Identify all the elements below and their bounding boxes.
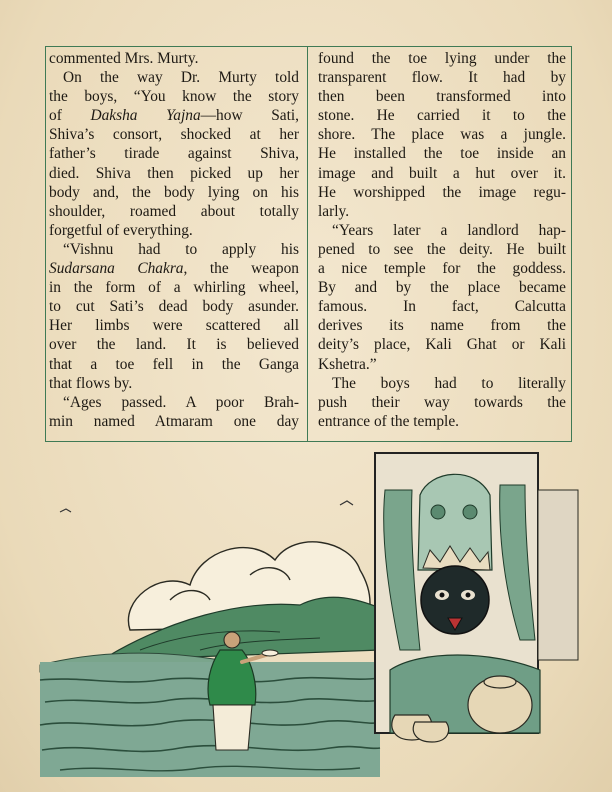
left-column xyxy=(49,49,299,431)
bird-icon xyxy=(60,509,71,512)
text-line: image and built a hut over it. xyxy=(318,164,566,182)
text-line: On the way Dr. Murty told xyxy=(63,69,299,87)
river-scene xyxy=(40,501,380,777)
text-line: that flows by. xyxy=(49,374,133,392)
text-line: By and by the place became xyxy=(318,279,566,297)
text-line: push their way towards the xyxy=(318,393,566,411)
illustration xyxy=(20,450,580,782)
text-line: pened to see the deity. He built xyxy=(318,240,566,258)
text-line: stone. He carried it to the xyxy=(318,107,566,125)
temple-scene xyxy=(375,453,578,742)
text-line: famous. In fact, Calcutta xyxy=(318,298,566,316)
text-line: father’s tirade against Shiva, xyxy=(49,145,299,163)
text-line: “Ages passed. A poor Brah- xyxy=(63,393,299,411)
text-line: over the land. It is believed xyxy=(49,336,299,354)
text-line: Shiva’s consort, shocked at her xyxy=(49,126,299,144)
text-line: of Daksha Yajna—how Sati, xyxy=(49,107,299,125)
text-line: found the toe lying under the xyxy=(318,50,566,67)
kali-idol xyxy=(418,474,492,634)
text-line: min named Atmaram one day xyxy=(49,412,299,430)
text-line: died. Shiva then picked up her xyxy=(49,164,299,182)
text-line: entrance of the temple. xyxy=(318,412,460,430)
text-line: He worshipped the image regu- xyxy=(318,183,566,201)
text-line: a nice temple for the goddess. xyxy=(318,260,566,278)
text-line: He installed the toe inside an xyxy=(318,145,566,163)
text-line: “Years later a landlord hap- xyxy=(332,221,566,239)
text-line: shore. The place was a jungle. xyxy=(318,126,566,144)
text-line: The boys had to literally xyxy=(332,374,566,392)
text-line: in the form of a whirling wheel, xyxy=(49,279,299,297)
text-line: “Vishnu had to apply his xyxy=(63,240,299,258)
text-line: then been transformed into xyxy=(318,88,566,106)
text-line: to cut Sati’s dead body asunder. xyxy=(49,298,299,316)
text-line: derives its name from the xyxy=(318,317,566,335)
text-line: Kshetra.” xyxy=(318,355,377,373)
text-line: shoulder, roamed about totally xyxy=(49,202,299,220)
text-line: larly. xyxy=(318,202,350,220)
text-line: commented Mrs. Murty. xyxy=(49,50,199,67)
text-line: forgetful of everything. xyxy=(49,221,193,239)
text-line: the boys, “You know the story xyxy=(49,88,299,106)
bird-icon xyxy=(340,501,353,505)
text-line: Her limbs were scattered all xyxy=(49,317,299,335)
column-divider xyxy=(307,46,308,442)
text-line: that a toe fell in the Ganga xyxy=(49,355,299,373)
text-line: Sudarsana Chakra, the weapon xyxy=(49,260,299,278)
text-line: transparent flow. It had by xyxy=(318,69,566,87)
right-column xyxy=(318,49,566,431)
text-line: deity’s place, Kali Ghat or Kali xyxy=(318,336,566,354)
text-line: body and, the body lying on his xyxy=(49,183,299,201)
